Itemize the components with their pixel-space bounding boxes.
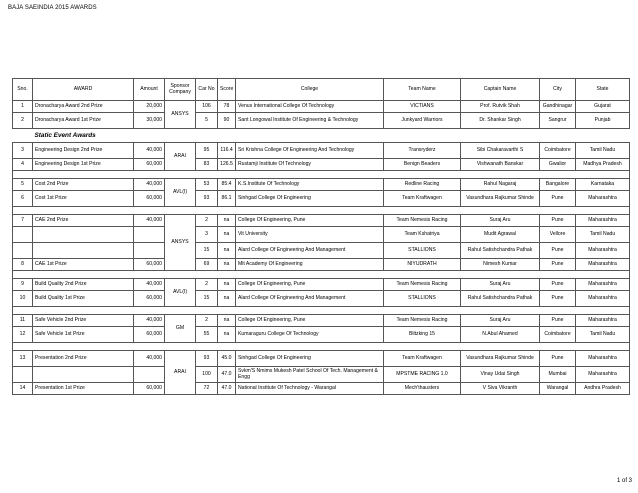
cell-state: Gujarat xyxy=(576,101,630,113)
cell-car-no: 53 xyxy=(196,179,218,191)
cell-state: Maharashtra xyxy=(576,243,630,259)
cell-score: na xyxy=(218,291,236,307)
cell-award: Safe Vehicle 2nd Prize xyxy=(33,315,134,327)
cell-amount: 60,000 xyxy=(134,259,165,271)
spacer-row xyxy=(13,307,630,315)
cell-award: Dronacharya Award 2nd Prize xyxy=(33,101,134,113)
cell-amount: 40,000 xyxy=(134,143,165,159)
cell-college: Sant Longowal Institute Of Engineering & Technology xyxy=(236,113,384,129)
cell-score: na xyxy=(218,215,236,227)
cell-car-no: 95 xyxy=(196,143,218,159)
cell-city: Vellore xyxy=(540,227,576,243)
cell-team: Team Kshatriya xyxy=(384,227,461,243)
col-header-sponsor: Sponsor Company xyxy=(165,79,196,101)
cell-city: Pune xyxy=(540,191,576,207)
cell-amount: 60,000 xyxy=(134,191,165,207)
spacer-row xyxy=(13,207,630,215)
cell-score: 47.0 xyxy=(218,383,236,395)
col-header-city: City xyxy=(540,79,576,101)
cell-amount: 40,000 xyxy=(134,215,165,227)
cell-score: na xyxy=(218,315,236,327)
cell-award: Safe Vehicle 1st Prize xyxy=(33,327,134,343)
cell-score: 116.4 xyxy=(218,143,236,159)
cell-state: Maharashtra xyxy=(576,191,630,207)
cell-captain: N.Abul Ahamed xyxy=(461,327,540,343)
cell-state: Maharashtra xyxy=(576,259,630,271)
cell-sno: 10 xyxy=(13,291,33,307)
cell-captain: Suraj Aru xyxy=(461,315,540,327)
cell-city: Pune xyxy=(540,259,576,271)
cell-amount xyxy=(134,227,165,243)
cell-state: Karnataka xyxy=(576,179,630,191)
cell-college: Svkm'S Nmims Mukesh Patel School Of Tech. Management & Engg xyxy=(236,367,384,383)
col-header-award: AWARD xyxy=(33,79,134,101)
cell-college: Sri Krishna College Of Engineering And Technology xyxy=(236,143,384,159)
cell-sno: 12 xyxy=(13,327,33,343)
cell-amount xyxy=(134,367,165,383)
cell-team: Benign Beaders xyxy=(384,159,461,171)
cell-team: STALLIONS xyxy=(384,291,461,307)
cell-city: Pune xyxy=(540,291,576,307)
cell-amount: 60,000 xyxy=(134,291,165,307)
cell-team: STALLIONS xyxy=(384,243,461,259)
cell-sponsor: GM xyxy=(165,315,196,343)
cell-sno: 7 xyxy=(13,215,33,227)
cell-car-no: 15 xyxy=(196,243,218,259)
cell-sno xyxy=(13,227,33,243)
cell-sno: 2 xyxy=(13,113,33,129)
cell-captain: Rahul Satishchandra Pathak xyxy=(461,243,540,259)
cell-captain: Dr. Shankar Singh xyxy=(461,113,540,129)
cell-college: K.S.Institute Of Technology xyxy=(236,179,384,191)
cell-city: Mumbai xyxy=(540,367,576,383)
cell-city: Pune xyxy=(540,315,576,327)
cell-city: Pune xyxy=(540,215,576,227)
table-row xyxy=(13,327,630,343)
section-heading-row xyxy=(13,129,630,143)
cell-state: Maharashtra xyxy=(576,291,630,307)
table-row xyxy=(13,179,630,191)
cell-sno xyxy=(13,367,33,383)
page-number: 1 of 3 xyxy=(616,478,632,484)
cell-team: Redline Racing xyxy=(384,179,461,191)
cell-college: Alard College Of Engineering And Management xyxy=(236,291,384,307)
cell-team: NIYUDRATH xyxy=(384,259,461,271)
cell-score: 90 xyxy=(218,113,236,129)
cell-award: CAE 1st Prize xyxy=(33,259,134,271)
cell-captain: Vasundhara Rajkumar Shinde xyxy=(461,351,540,367)
table-row xyxy=(13,143,630,159)
cell-captain: Suraj Aru xyxy=(461,215,540,227)
cell-award: Cost 1st Prize xyxy=(33,191,134,207)
cell-city: Bangalore xyxy=(540,179,576,191)
cell-amount: 20,000 xyxy=(134,101,165,113)
cell-score: 45.0 xyxy=(218,351,236,367)
cell-team: Team Kraftwagen xyxy=(384,191,461,207)
table-row xyxy=(13,101,630,113)
cell-sponsor: ANSYS xyxy=(165,215,196,271)
cell-amount: 40,000 xyxy=(134,351,165,367)
cell-amount xyxy=(134,243,165,259)
cell-city: Gandhinagar xyxy=(540,101,576,113)
cell-score: na xyxy=(218,259,236,271)
cell-captain: Rahul Nagaraj xyxy=(461,179,540,191)
cell-captain: Sibi Chakaravarthi S xyxy=(461,143,540,159)
table-row xyxy=(13,113,630,129)
cell-captain: Rahul Satishchandra Pathak xyxy=(461,291,540,307)
cell-award: Dronacharya Award 1st Prize xyxy=(33,113,134,129)
cell-state: Maharashtra xyxy=(576,279,630,291)
cell-city: Pune xyxy=(540,279,576,291)
cell-state: Maharashtra xyxy=(576,351,630,367)
cell-award xyxy=(33,243,134,259)
table-row xyxy=(13,351,630,367)
cell-sponsor: AVL(I) xyxy=(165,279,196,307)
cell-college: Mit Academy Of Engineering xyxy=(236,259,384,271)
cell-college: Sinhgad College Of Engineering xyxy=(236,191,384,207)
table-row xyxy=(13,159,630,171)
cell-sno: 11 xyxy=(13,315,33,327)
cell-car-no: 106 xyxy=(196,101,218,113)
cell-amount: 60,000 xyxy=(134,159,165,171)
col-header-car-no: Car No xyxy=(196,79,218,101)
cell-car-no: 93 xyxy=(196,191,218,207)
cell-sno: 8 xyxy=(13,259,33,271)
cell-award xyxy=(33,227,134,243)
cell-award: Build Quality 1st Prize xyxy=(33,291,134,307)
cell-city: Sangrur xyxy=(540,113,576,129)
cell-car-no: 15 xyxy=(196,291,218,307)
cell-state: Tamil Nadu xyxy=(576,227,630,243)
cell-award: Build Quality 2nd Prize xyxy=(33,279,134,291)
cell-car-no: 100 xyxy=(196,367,218,383)
cell-team: Team Nemesis Racing xyxy=(384,315,461,327)
cell-sponsor: ANSYS xyxy=(165,101,196,129)
cell-car-no: 93 xyxy=(196,351,218,367)
cell-city: Coimbatore xyxy=(540,327,576,343)
table-row xyxy=(13,259,630,271)
cell-state: Tamil Nadu xyxy=(576,143,630,159)
cell-college: Venus International College Of Technology xyxy=(236,101,384,113)
cell-city: Coimbatore xyxy=(540,143,576,159)
cell-score: na xyxy=(218,279,236,291)
cell-award: Presentation 1st Prize xyxy=(33,383,134,395)
table-row xyxy=(13,191,630,207)
cell-amount: 60,000 xyxy=(134,327,165,343)
table-row xyxy=(13,215,630,227)
col-header-score: Score xyxy=(218,79,236,101)
table-row xyxy=(13,315,630,327)
cell-team: Junkyard Warriors xyxy=(384,113,461,129)
cell-score: 85.4 xyxy=(218,179,236,191)
cell-award: CAE 2nd Prize xyxy=(33,215,134,227)
col-header-amount: Amount xyxy=(134,79,165,101)
cell-amount: 60,000 xyxy=(134,383,165,395)
cell-award: Engineering Design 2nd Prize xyxy=(33,143,134,159)
table-row xyxy=(13,243,630,259)
cell-college: Alard College Of Engineering And Management xyxy=(236,243,384,259)
cell-sno: 13 xyxy=(13,351,33,367)
col-header-sno: Sno. xyxy=(13,79,33,101)
cell-sno: 1 xyxy=(13,101,33,113)
cell-state: Maharashtra xyxy=(576,215,630,227)
col-header-captain: Captain Name xyxy=(461,79,540,101)
cell-team: Team Kraftwagen xyxy=(384,351,461,367)
cell-city: Pune xyxy=(540,351,576,367)
cell-college: College Of Engineering, Pune xyxy=(236,215,384,227)
cell-sponsor: AVL(I) xyxy=(165,179,196,207)
spacer-row xyxy=(13,171,630,179)
section-heading: Static Event Awards xyxy=(13,129,630,143)
cell-team: Mech'thausters xyxy=(384,383,461,395)
cell-team: Team Nemesis Racing xyxy=(384,279,461,291)
cell-state: Andhra Pradesh xyxy=(576,383,630,395)
cell-state: Madhya Pradesh xyxy=(576,159,630,171)
cell-award xyxy=(33,367,134,383)
cell-state: Punjab xyxy=(576,113,630,129)
cell-award: Engineering Design 1st Prize xyxy=(33,159,134,171)
cell-car-no: 55 xyxy=(196,327,218,343)
table-row xyxy=(13,383,630,395)
cell-score: na xyxy=(218,327,236,343)
cell-college: Rustamji Institute Of Technology xyxy=(236,159,384,171)
cell-amount: 40,000 xyxy=(134,315,165,327)
cell-sno: 3 xyxy=(13,143,33,159)
cell-car-no: 83 xyxy=(196,159,218,171)
cell-team: Blitzking 15 xyxy=(384,327,461,343)
cell-captain: Vinay Udai Singh xyxy=(461,367,540,383)
cell-city: Warangal xyxy=(540,383,576,395)
cell-team: Team Nemesis Racing xyxy=(384,215,461,227)
cell-captain: Mudit Agrawal xyxy=(461,227,540,243)
cell-city: Gwalior xyxy=(540,159,576,171)
cell-car-no: 2 xyxy=(196,315,218,327)
cell-car-no: 72 xyxy=(196,383,218,395)
cell-city: Pune xyxy=(540,243,576,259)
cell-score: 78 xyxy=(218,101,236,113)
cell-sno: 5 xyxy=(13,179,33,191)
cell-award: Presentation 2nd Prize xyxy=(33,351,134,367)
table-row xyxy=(13,279,630,291)
cell-team: VICTIANS xyxy=(384,101,461,113)
table-row xyxy=(13,367,630,383)
cell-college: Sinhgad College Of Engineering xyxy=(236,351,384,367)
cell-amount: 30,000 xyxy=(134,113,165,129)
awards-table xyxy=(12,78,630,395)
cell-sno: 4 xyxy=(13,159,33,171)
cell-sno xyxy=(13,243,33,259)
cell-state: Maharashtra xyxy=(576,315,630,327)
table-row xyxy=(13,227,630,243)
cell-car-no: 3 xyxy=(196,227,218,243)
cell-sno: 6 xyxy=(13,191,33,207)
cell-captain: Suraj Aru xyxy=(461,279,540,291)
table-row xyxy=(13,291,630,307)
cell-amount: 40,000 xyxy=(134,179,165,191)
cell-college: National Institute Of Technology - Warangal xyxy=(236,383,384,395)
cell-captain: Nimesh Kumar xyxy=(461,259,540,271)
cell-score: na xyxy=(218,243,236,259)
col-header-state: State xyxy=(576,79,630,101)
spacer-row xyxy=(13,343,630,351)
cell-captain: Vishwanath Banskar xyxy=(461,159,540,171)
table-header-row xyxy=(13,79,630,101)
cell-college: College Of Engineering, Pune xyxy=(236,279,384,291)
cell-captain: Prof. Rutvik Shah xyxy=(461,101,540,113)
cell-sponsor: ARAI xyxy=(165,143,196,171)
cell-captain: Vasundhara Rajkumar Shinde xyxy=(461,191,540,207)
cell-sno: 9 xyxy=(13,279,33,291)
cell-car-no: 69 xyxy=(196,259,218,271)
cell-college: Vit University xyxy=(236,227,384,243)
cell-score: na xyxy=(218,227,236,243)
cell-award: Cost 2nd Prize xyxy=(33,179,134,191)
cell-team: Transryderz xyxy=(384,143,461,159)
document-title: BAJA SAEINDIA 2015 AWARDS xyxy=(8,5,97,11)
cell-score: 86.1 xyxy=(218,191,236,207)
cell-amount: 40,000 xyxy=(134,279,165,291)
cell-car-no: 2 xyxy=(196,279,218,291)
cell-state: Tamil Nadu xyxy=(576,327,630,343)
cell-team: MPSTME RACING 1.0 xyxy=(384,367,461,383)
spacer-row xyxy=(13,271,630,279)
col-header-college: College xyxy=(236,79,384,101)
cell-score: 126.5 xyxy=(218,159,236,171)
col-header-team: Team Name xyxy=(384,79,461,101)
cell-college: Kumaraguru College Of Technology xyxy=(236,327,384,343)
cell-sno: 14 xyxy=(13,383,33,395)
cell-car-no: 5 xyxy=(196,113,218,129)
cell-state: Maharashtra xyxy=(576,367,630,383)
cell-sponsor: ARAI xyxy=(165,351,196,395)
cell-score: 47.0 xyxy=(218,367,236,383)
cell-captain: V Siva Vikranth xyxy=(461,383,540,395)
cell-car-no: 2 xyxy=(196,215,218,227)
cell-college: College Of Engineering, Pune xyxy=(236,315,384,327)
